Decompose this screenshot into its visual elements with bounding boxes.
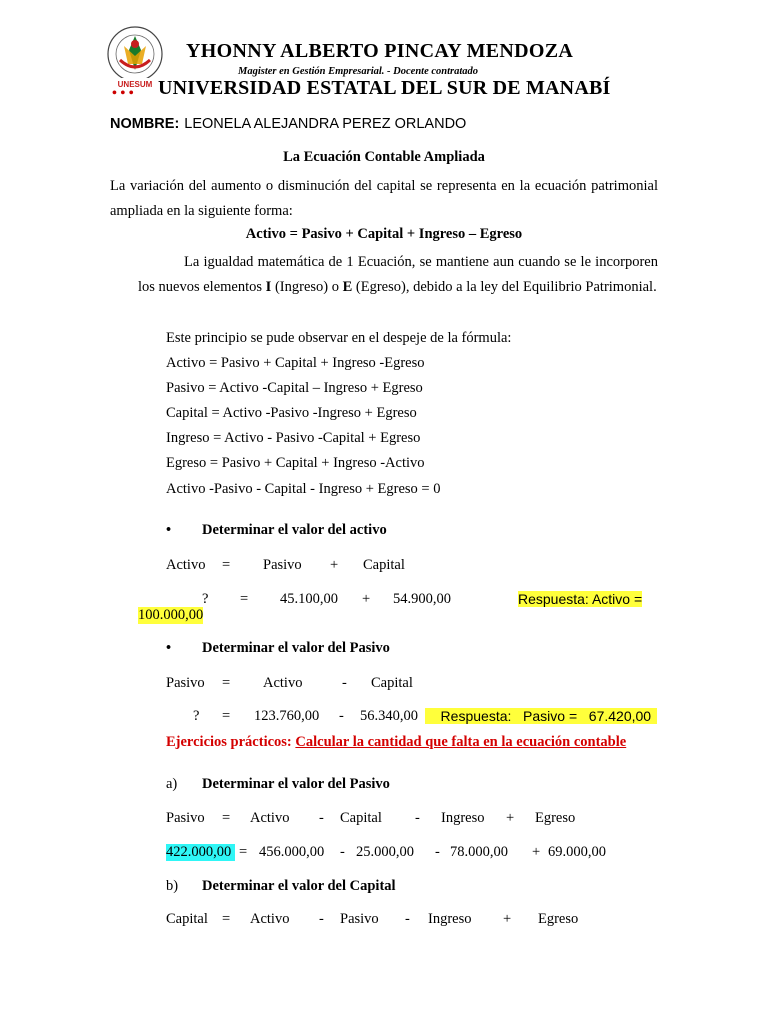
page-title: La Ecuación Contable Ampliada [283,149,485,165]
equation-values-row: 422.000,00 = 456.000,00 - 25.000,00 - 78.000,00 + 69.000,00 [166,844,606,860]
equation-terms-row: Pasivo = Activo - Capital - Ingreso + Egreso [166,810,576,826]
answer-value-row [0,607,768,627]
exercise-heading: b) Determinar el valor del Capital [166,878,396,894]
answer-value: 422.000,00 [166,844,235,860]
student-label: NOMBRE: [110,116,180,132]
author-credentials: Magister en Gestión Empresarial. - Docente contratado [238,66,479,77]
equation-terms-row: Pasivo = Activo - Capital [166,675,413,691]
equation-values-row: ? = 45.100,00 + 54.900,00 Respuesta: Activo = [202,591,643,607]
exercise-heading: a) Determinar el valor del Pasivo [166,776,390,792]
formula-line: Activo -Pasivo - Capital - Ingreso + Egreso = 0 [166,481,441,497]
equation-values-row: ? = 123.760,00 - 56.340,00 Respuesta: Pasivo = 67.420,00 [0,708,768,728]
exercise-heading: • Determinar el valor del activo [166,522,387,538]
formula-line: Egreso = Pasivo + Capital + Ingreso -Activo [166,455,425,471]
main-equation: Activo = Pasivo + Capital + Ingreso – Egreso [245,226,523,242]
principle-text: Este principio se pude observar en el despeje de la fórmula: [166,330,512,346]
equation-terms-row: Activo = Pasivo + Capital [166,557,405,573]
logo-text: UNESUM [117,80,153,89]
author-name: YHONNY ALBERTO PINCAY MENDOZA [186,40,574,62]
answer-highlight: Respuesta: Pasivo = 67.420,00 [425,708,657,724]
exercise-heading: • Determinar el valor del Pasivo [166,640,390,656]
student-name-line [110,116,466,133]
student-name: LEONELA ALEJANDRA PEREZ ORLANDO [184,116,467,132]
decorative-dots: • • • [112,86,134,101]
formula-line: Capital = Activo -Pasivo -Ingreso + Egreso [166,405,417,421]
answer-highlight: Respuesta: Activo = [518,591,643,607]
equation-terms-row: Capital = Activo - Pasivo - Ingreso + Egreso [166,911,579,927]
practice-heading: Ejercicios prácticos: Calcular la cantidad que falta en la ecuación contable [166,734,627,750]
formula-line: Pasivo = Activo -Capital – Ingreso + Egreso [166,380,423,396]
university-name: UNIVERSIDAD ESTATAL DEL SUR DE MANABÍ [158,77,611,99]
answer-value: 100.000,00 [138,607,204,623]
formula-line: Activo = Pasivo + Capital + Ingreso -Egreso [166,355,425,371]
equilibrium-paragraph: La igualdad matemática de 1 Ecuación, se mantiene aun cuando se le incorporen los nuevos elementos I (Ingreso) o E (Egreso), debido a la ley del Equilibrio Patrimonial. [138,254,658,295]
intro-paragraph: La variación del aumento o disminución del capital se representa en la ecuación patrimonial ampliada en la siguiente forma: [110,178,658,219]
formula-line: Ingreso = Activo - Pasivo -Capital + Egreso [166,430,421,446]
